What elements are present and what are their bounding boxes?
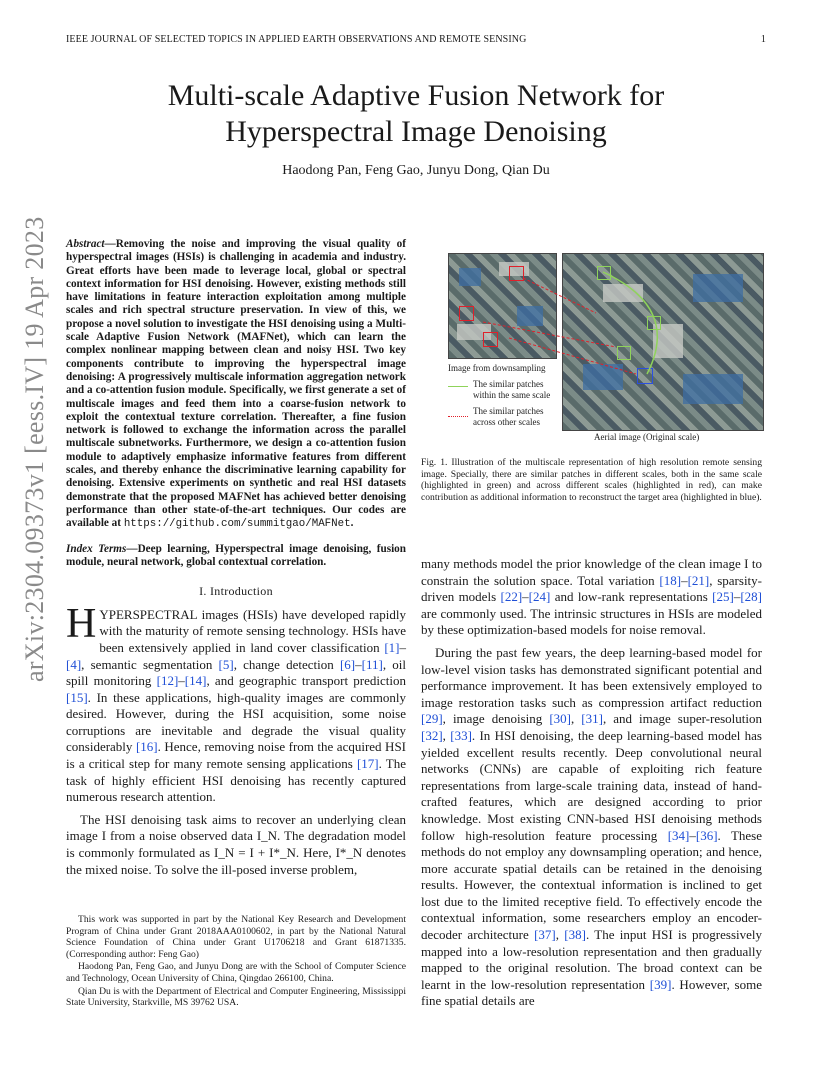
body-text: – <box>522 589 529 605</box>
arxiv-stamp: arXiv:2304.09373v1 [eess.IV] 19 Apr 2023 <box>20 216 49 682</box>
body-text: and low-rank representations <box>550 589 713 605</box>
body-text: , image denoising <box>442 711 550 727</box>
index-terms-label: Index Terms <box>66 542 127 555</box>
body-text: , semantic segmentation <box>81 656 219 672</box>
section-heading: I. Introduction <box>199 584 273 599</box>
citation-link[interactable]: [30] <box>549 711 571 727</box>
footnote-affiliation-2: Qian Du is with the Department of Electrical and Computer Engineering, Mississippi State University, Starkville, MS 39762 USA. <box>66 985 406 1009</box>
citation-link[interactable]: [15] <box>66 689 88 705</box>
citation-link[interactable]: [22] <box>500 589 523 605</box>
title-line-1: Multi-scale Adaptive Fusion Network for <box>167 79 665 112</box>
figure-caption: Fig. 1. Illustration of the multiscale representation of high resolution remote sensing image. Specially, there are similar patches in different scales, both in the same scale (highlighted in green) and across different scales (highlighted in red), can make contribution as additional information to reconstruct the target area (highlighted in blue). <box>421 457 762 504</box>
citation-link[interactable]: [28] <box>740 589 762 605</box>
footnote-funding: This work was supported in part by the National Key Research and Development Program of China under Grant 2018AAA0100602, in part by the National Natural Science Foundation of China under Grant U1706218 and Grant 61871335. (Corresponding author: Feng Gao) <box>66 914 406 960</box>
drop-cap: H <box>66 600 97 647</box>
citation-link[interactable]: [12] <box>156 673 179 689</box>
patch-link-lines <box>421 248 762 444</box>
body-text: . However, some fine spatial details are <box>421 976 762 1009</box>
body-text: – <box>399 639 406 655</box>
body-text: – <box>355 656 362 672</box>
page-number: 1 <box>760 34 766 45</box>
body-text: – <box>178 673 185 689</box>
body-text: . In these applications, high-quality images are commonly desired. However, during the HSI acquisition, some noise corruptions are inevitable and degrade the visual quality considerably <box>66 689 406 755</box>
body-text: During the past few years, the deep learning-based model for low-level vision tasks has demonstrated significant potential and performance improvement. It has been extensively employed to image restoration tasks such as compression artifact reduction <box>421 644 762 710</box>
citation-link[interactable]: [32] <box>421 727 443 743</box>
abstract-label: Abstract <box>66 238 105 250</box>
citation-link[interactable]: [11] <box>361 656 383 672</box>
body-text: . These methods do not employ any downsampling operation; and hence, more accurate spatial details can be retained in the denoising results. However, the contextual information is inclined to get lost due to the limited receptive field. To effectively encode the contextual information, some researchers employ an encoder-decoder architecture <box>421 827 762 943</box>
body-text: , <box>442 727 451 743</box>
title-line-2: Hyperspectral Image Denoising <box>225 115 607 148</box>
right-column <box>421 556 762 1010</box>
intro-paragraph-2 <box>66 812 406 878</box>
intro-p1-body <box>66 600 407 805</box>
body-text: . In HSI denoising, the deep learning-based model has yielded excellent results recently. Deep convolutional neural networks (CNNs) are capable of exploiting rich feature representations from large-scale training data, instead of hand-crafted features, which are designed according to prior knowledge. Most existing CNN-based HSI denoising methods follow high-resolution feature processing <box>421 727 762 843</box>
citation-link[interactable]: [25] <box>712 589 734 605</box>
citation-link[interactable]: [33] <box>450 727 472 743</box>
label-original: Aerial image (Original scale) <box>594 432 700 442</box>
body-text: The HSI denoising task aims to recover an underlying clean image I from a noise observed data I_N. The degradation model is commonly formulated as I_N = I + I*_N. Here, I*_N denotes the mixed noise. To solve the ill-posed inverse problem, <box>66 811 406 877</box>
citation-link[interactable]: [31] <box>581 711 603 727</box>
abstract-text: —Removing the noise and improving the visual quality of hyperspectral images (HSIs) is challenging in academia and industry. Great efforts have been made to leverage local, global or spectral context information for HSI denoising. However, existing methods still have limitations in feature interaction exploitation among multiple scales and rich spectral structure preservation. In view of this, we propose a novel solution to investigate the HSI denoising using a Multi-scale Adaptive Fusion Network (MAFNet), which can learn the complex nonlinear mapping between clean and noisy HSI. Two key components contribute to improving the hyperspectral image denoising: A progressively multiscale information aggregation network and a co-attention fusion module. Specifically, we first generate a set of multiscale images and feed them into a coarse-fusion network to exploit the contextual texture correlation. Thereafter, a fine fusion network is followed to exchange the information across the parallel multiscale subnetworks. Furthermore, we design a co-attention fusion module to adaptively emphasize informative features from different scales, and thereby enhance the discriminative learning capability for denoising. Extensive experiments on synthetic and real HSI datasets demonstrate that the proposed MAFNet has achieved better denoising performance than other state-of-the-art techniques. Our codes are available at <box>66 238 406 530</box>
abstract: Abstract—Removing the noise and improving the visual quality of hyperspectral images (HSIs) is challenging in academia and industry. Great efforts have been made to leverage local, global or spectral context information for HSI denoising. However, existing methods still have limitations in feature interaction exploitation among multiple scales and rich spectral structure preservation. In view of this, we propose a novel solution to investigate the HSI denoising using a Multi-scale Adaptive Fusion Network (MAFNet), which can learn the complex nonlinear mapping between clean and noisy HSI. Two key components contribute to improving the hyperspectral image denoising: A progressively multiscale information aggregation network and a co-attention fusion module. Specifically, we first generate a set of multiscale images and feed them into a coarse-fusion network to exploit the contextual texture correlation. Thereafter, a fine fusion network is followed to exchange the information across the parallel multiscale subnetworks. Furthermore, we design a co-attention fusion module to adaptively emphasize informative features from different scales, and thereby enhance the discriminative learning capability for denoising. Extensive experiments on synthetic and real HSI datasets demonstrate that the proposed MAFNet has achieved better denoising performance than other state-of-the-art techniques. Our codes are available at https://github.com/summitgao/MAFNet. <box>66 238 406 531</box>
citation-link[interactable]: [16] <box>135 739 158 755</box>
body-text: , <box>555 927 565 943</box>
body-text: YPERSPECTRAL images (HSIs) have developed rapidly with the maturity of remote sensing technology. HSIs have been extensively applied in land cover classification <box>99 606 406 655</box>
figure-1 <box>421 248 762 444</box>
body-text: , and geographic transport prediction <box>206 673 407 689</box>
citation-link[interactable]: [1] <box>384 639 400 655</box>
footnote-affiliation-1: Haodong Pan, Feng Gao, and Junyu Dong are with the School of Computer Science and Technology, Ocean University of China, Qingdao 266100, China. <box>66 961 406 984</box>
citation-link[interactable]: [39] <box>649 976 672 992</box>
body-text: , sparsity-driven models <box>421 572 762 605</box>
citation-link[interactable]: [29] <box>421 711 443 727</box>
body-text: , change detection <box>233 656 340 672</box>
intro-paragraph-1 <box>66 600 407 806</box>
citation-link[interactable]: [5] <box>218 656 234 672</box>
body-text: , and image super-resolution <box>602 711 763 727</box>
journal-name: IEEE JOURNAL OF SELECTED TOPICS IN APPLIED EARTH OBSERVATIONS AND REMOTE SENSING <box>66 34 527 45</box>
body-text: – <box>681 572 688 588</box>
running-header <box>66 34 766 45</box>
code-link[interactable]: https://github.com/summitgao/MAFNet <box>123 518 351 531</box>
left-column <box>66 238 406 878</box>
body-text: – <box>733 589 741 605</box>
body-text: , <box>570 711 582 727</box>
paper-title <box>66 78 766 150</box>
citation-link[interactable]: [18] <box>659 572 682 588</box>
body-text: are commonly used. The intrinsic structures in HSIs are modeled by these optimization-based models for noise removal. <box>421 605 762 638</box>
body-text: many methods model the prior knowledge of the clean image I to constrain the solution space. Total variation <box>421 556 762 588</box>
body-text: . Hence, removing noise from the acquired HSI is a critical step for many remote sensing applications <box>66 739 407 772</box>
label-downsampling: Image from downsampling <box>448 363 546 373</box>
body-text: – <box>689 827 696 843</box>
citation-link[interactable]: [36] <box>695 827 718 843</box>
citation-link[interactable]: [14] <box>184 673 207 689</box>
legend-green: The similar patches within the same scale <box>473 379 551 400</box>
citation-link[interactable]: [38] <box>564 927 586 943</box>
citation-link[interactable]: [21] <box>687 572 710 588</box>
footnotes <box>66 914 406 1010</box>
right-paragraph-2 <box>421 645 762 1010</box>
body-text: . The input HSI is progressively mapped into a low-resolution representation and then gradually mapped to the original resolution. The broad context can be learnt in the low-resolution representation <box>421 927 763 992</box>
legend-red: The similar patches across other scales <box>473 406 544 427</box>
citation-link[interactable]: [37] <box>534 927 556 943</box>
citation-link[interactable]: [6] <box>339 656 356 672</box>
index-terms <box>66 543 406 570</box>
right-paragraph-1 <box>421 556 762 639</box>
citation-link[interactable]: [24] <box>528 589 551 605</box>
citation-link[interactable]: [17] <box>356 756 379 772</box>
body-text: , oil spill monitoring <box>66 656 406 689</box>
authors: Haodong Pan, Feng Gao, Junyu Dong, Qian Du <box>282 163 550 178</box>
citation-link[interactable]: [4] <box>66 656 82 672</box>
citation-link[interactable]: [34] <box>667 827 690 843</box>
index-terms-text: —Deep learning, Hyperspectral image denoising, fusion module, neural network, global contextual correlation. <box>66 542 406 568</box>
body-text: . The task of highly efficient HSI denoising has recently captured numerous research attention. <box>66 756 407 805</box>
